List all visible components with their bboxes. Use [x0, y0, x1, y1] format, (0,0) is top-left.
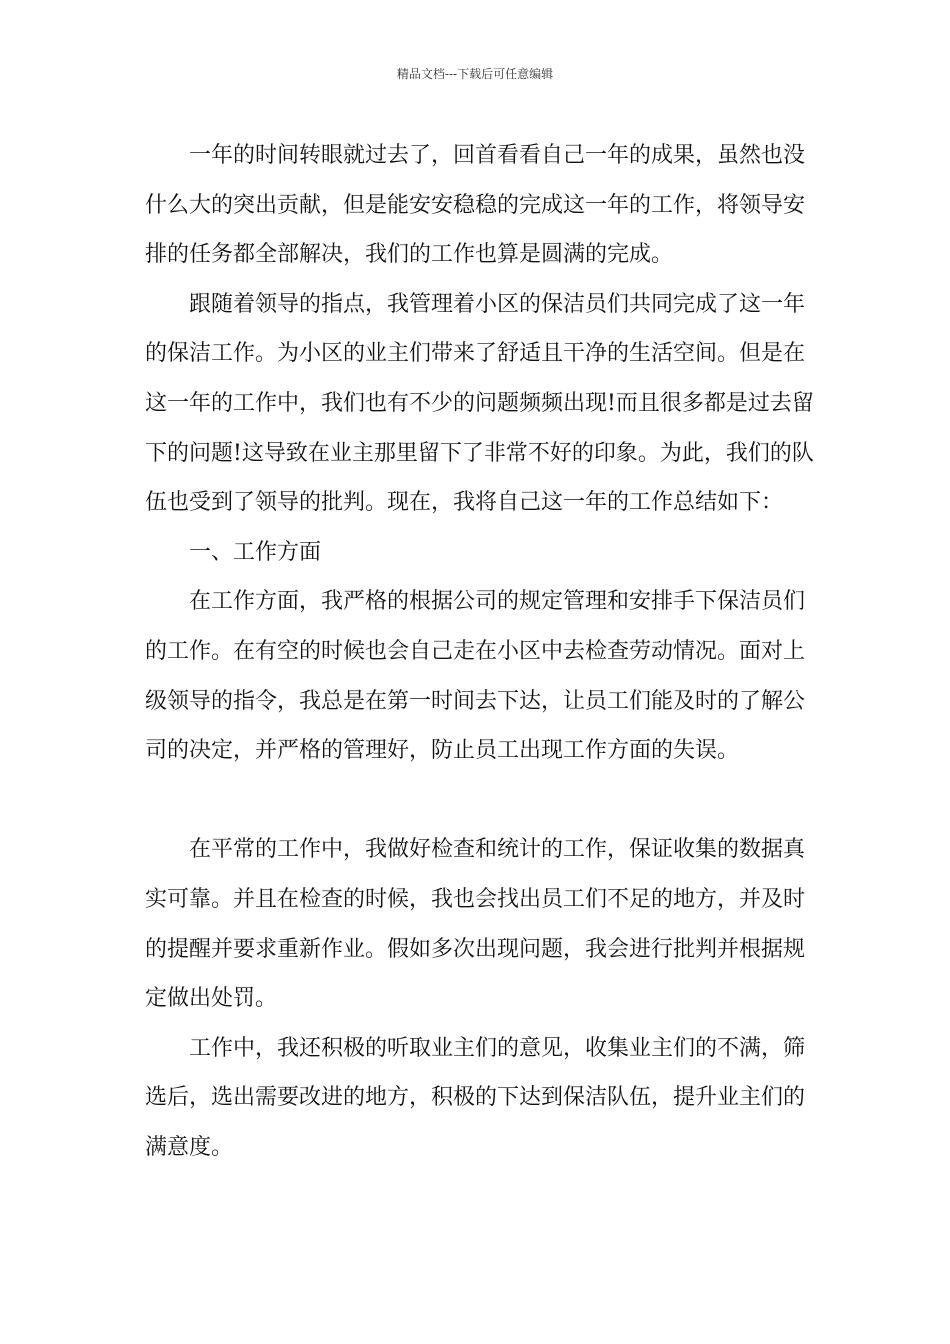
paragraph-inspection: 在平常的工作中，我做好检查和统计的工作，保证收集的数据真实可靠。并且在检查的时候，我也会找出员工们不足的地方，并及时的提醒并要求重新作业。假如多次出现问题，我会进行批判并根据规定做出处罚。	[145, 837, 806, 1012]
page-header: 精品文档---下载后可任意编辑	[396, 67, 554, 81]
paragraph-background: 跟随着领导的指点，我管理着小区的保洁员们共同完成了这一年的保洁工作。为小区的业主们带来了舒适且干净的生活空间。但是在这一年的工作中，我们也有不少的问题频频出现!而且很多都是过去留下的问题!这导致在业主那里留下了非常不好的印象。为此，我们的队伍也受到了领导的批判。现在，我将自己这一年的工作总结如下：	[145, 291, 814, 516]
paragraph-work-management: 在工作方面，我严格的根据公司的规定管理和安排手下保洁员们的工作。在有空的时候也会自己走在小区中去检查劳动情况。面对上级领导的指令，我总是在第一时间去下达，让员工们能及时的了解公司的决定，并严格的管理好，防止员工出现工作方面的失误。	[145, 589, 806, 764]
paragraph-intro: 一年的时间转眼就过去了，回首看看自己一年的成果，虽然也没什么大的突出贡献，但是能安安稳稳的完成这一年的工作，将领导安排的任务都全部解决，我们的工作也算是圆满的完成。	[145, 143, 806, 268]
document-body	[145, 131, 815, 1172]
section-heading-work: 一、工作方面	[189, 539, 322, 565]
paragraph-feedback: 工作中，我还积极的听取业主们的意见，收集业主们的不满，筛选后，选出需要改进的地方，积极的下达到保洁队伍，提升业主们的满意度。	[145, 1035, 806, 1160]
